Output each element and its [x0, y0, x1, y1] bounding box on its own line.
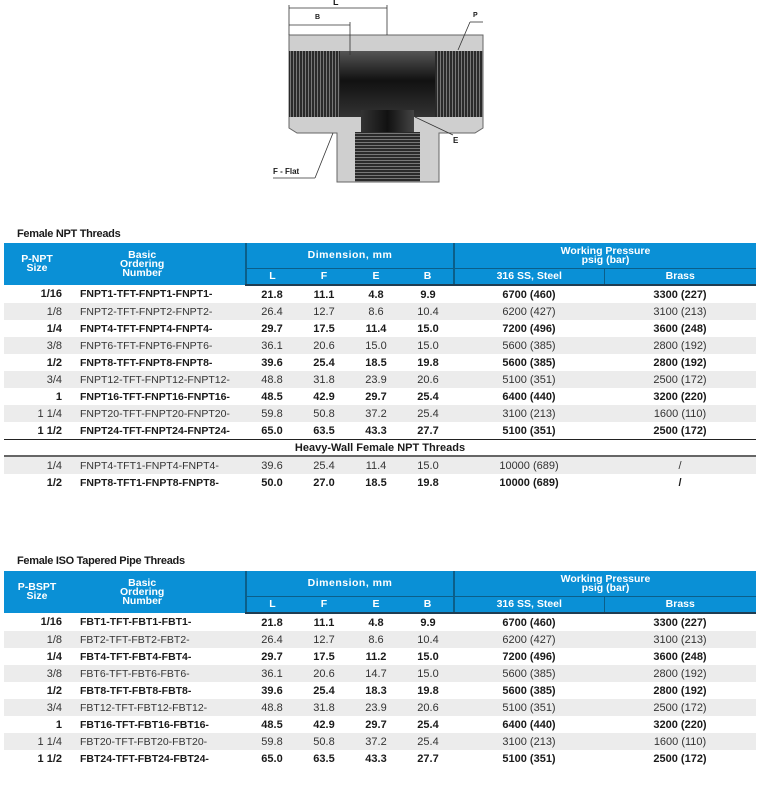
table-row: [4, 733, 756, 750]
pressure-brass-cell: /: [604, 456, 756, 474]
dim-f-cell: 20.6: [298, 337, 350, 354]
pressure-316ss-cell: 6700 (460): [502, 616, 556, 629]
size-cell: 3/8: [4, 665, 70, 682]
ordering-number-cell: FNPT4-TFT-FNPT4-FNPT4-: [80, 322, 213, 335]
tee-fitting-diagram: [265, 0, 495, 185]
pressure-brass-cell: 3100 (213): [604, 303, 756, 320]
dim-e-cell: 29.7: [365, 718, 387, 731]
npt-section-title: Female NPT Threads: [17, 228, 121, 240]
ordering-number-cell: FBT20-TFT-FBT20-FBT20-: [70, 733, 246, 750]
header-size-line1: P-NPT: [21, 253, 53, 265]
dim-l-cell: 50.0: [261, 476, 283, 489]
header-size: [4, 243, 70, 285]
size-cell: 1/2: [46, 356, 62, 369]
tee-cross-section-drawing: [265, 0, 495, 185]
dim-e-cell: 23.9: [350, 699, 402, 716]
dim-e-cell: 37.2: [350, 405, 402, 422]
dim-l-cell: 59.8: [246, 405, 298, 422]
dim-f-cell: 11.1: [313, 616, 335, 629]
header-size: [4, 571, 70, 613]
dim-b-cell: 19.8: [417, 356, 439, 369]
dimension-label-l: L: [333, 0, 339, 7]
dim-e-cell: 43.3: [365, 424, 387, 437]
header-size-line2: Size: [26, 262, 48, 274]
size-cell: 1/8: [4, 303, 70, 320]
dim-b-cell: 15.0: [402, 337, 454, 354]
dim-f-cell: 12.7: [298, 631, 350, 648]
pressure-brass-cell: 2500 (172): [653, 424, 707, 437]
header-pressure-line1: Working Pressure: [560, 572, 651, 585]
ordering-number-cell: FBT24-TFT-FBT24-FBT24-: [80, 752, 209, 765]
table-row: [4, 371, 756, 388]
dim-b-cell: 9.9: [420, 616, 436, 629]
dim-l-cell: 48.8: [246, 371, 298, 388]
dimension-label-p: P: [473, 12, 478, 19]
header-dimension: Dimension, mm: [246, 571, 454, 597]
dim-e-cell: 14.7: [350, 665, 402, 682]
pressure-brass-cell: 3200 (220): [653, 718, 707, 731]
dim-l-cell: 36.1: [246, 337, 298, 354]
ordering-number-cell: FBT16-TFT-FBT16-FBT16-: [80, 718, 209, 731]
dim-f-cell: 50.8: [298, 405, 350, 422]
dim-f-cell: 31.8: [298, 699, 350, 716]
size-cell: 1/8: [4, 631, 70, 648]
dim-l-cell: 26.4: [246, 631, 298, 648]
table-row: [4, 750, 756, 767]
table-row: [4, 682, 756, 699]
dim-f-cell: 42.9: [313, 390, 335, 403]
dim-l-cell: 48.5: [261, 718, 283, 731]
table-row: [4, 337, 756, 354]
dim-f-cell: 25.4: [298, 456, 350, 474]
pressure-brass-cell: /: [678, 476, 682, 489]
dim-b-cell: 15.0: [402, 456, 454, 474]
dim-f-cell: 20.6: [298, 665, 350, 682]
header-col-e: E: [350, 597, 402, 614]
dim-f-cell: 25.4: [313, 356, 335, 369]
header-pressure-line2: psig (bar): [581, 581, 630, 594]
dim-l-cell: 26.4: [246, 303, 298, 320]
dim-b-cell: 15.0: [417, 322, 439, 335]
header-working-pressure: [454, 243, 756, 269]
size-cell: 1/4: [46, 322, 62, 335]
pressure-brass-cell: 3300 (227): [653, 616, 707, 629]
dim-l-cell: 59.8: [246, 733, 298, 750]
header-col-316ss-steel: 316 SS, Steel: [454, 597, 604, 614]
header-col-l: L: [246, 269, 298, 286]
dim-b-cell: 20.6: [402, 699, 454, 716]
pressure-brass-cell: 2800 (192): [653, 684, 707, 697]
header-ordering-line1: Basic: [128, 248, 157, 261]
header-size-line2: Size: [26, 590, 48, 602]
ordering-number-cell: FNPT20-TFT-FNPT20-FNPT20-: [70, 405, 246, 422]
table-row: [4, 422, 756, 440]
dim-e-cell: 4.8: [368, 288, 384, 301]
table-row: [4, 285, 756, 303]
size-cell: 1 1/4: [4, 733, 70, 750]
ordering-number-cell: FNPT4-TFT1-FNPT4-FNPT4-: [70, 456, 246, 474]
npt-table-body: [4, 285, 756, 491]
dim-b-cell: 25.4: [402, 405, 454, 422]
ordering-number-cell: FBT6-TFT-FBT6-FBT6-: [70, 665, 246, 682]
pressure-316ss-cell: 10000 (689): [499, 476, 559, 489]
ordering-number-cell: FNPT1-TFT-FNPT1-FNPT1-: [80, 288, 213, 300]
table-row: [4, 631, 756, 648]
pressure-brass-cell: 3100 (213): [604, 631, 756, 648]
dim-b-cell: 15.0: [417, 650, 439, 663]
table-row: [4, 699, 756, 716]
size-cell: 1/16: [40, 288, 62, 300]
pressure-316ss-cell: 5600 (385): [454, 665, 604, 682]
pressure-316ss-cell: 6400 (440): [502, 390, 556, 403]
dimension-label-f-flat: F - Flat: [273, 167, 300, 176]
heavy-wall-section-title: Heavy-Wall Female NPT Threads: [4, 440, 756, 457]
dim-l-cell: 29.7: [261, 650, 283, 663]
size-cell: 1/4: [46, 650, 62, 663]
dimension-label-e: E: [453, 136, 459, 145]
iso-table-body: [4, 613, 756, 767]
size-cell: 1/4: [4, 456, 70, 474]
table-row: [4, 716, 756, 733]
dim-f-cell: 12.7: [298, 303, 350, 320]
pressure-brass-cell: 3200 (220): [653, 390, 707, 403]
dim-e-cell: 18.3: [365, 684, 387, 697]
dim-l-cell: 36.1: [246, 665, 298, 682]
dim-l-cell: 65.0: [261, 424, 283, 437]
dim-e-cell: 11.2: [365, 650, 387, 663]
dim-b-cell: 10.4: [402, 631, 454, 648]
npt-spec-table: [4, 243, 756, 491]
dim-b-cell: 25.4: [417, 718, 439, 731]
header-working-pressure: [454, 571, 756, 597]
dim-l-cell: 39.6: [246, 456, 298, 474]
size-cell: 3/8: [4, 337, 70, 354]
size-cell: 3/4: [4, 699, 70, 716]
dim-b-cell: 9.9: [420, 288, 436, 301]
header-ordering-line3: Number: [122, 266, 163, 279]
ordering-number-cell: FNPT2-TFT-FNPT2-FNPT2-: [70, 303, 246, 320]
pressure-brass-cell: 3600 (248): [653, 322, 707, 335]
dim-f-cell: 63.5: [313, 752, 335, 765]
heavy-wall-section-row: [4, 440, 756, 457]
pressure-316ss-cell: 10000 (689): [454, 456, 604, 474]
dim-e-cell: 15.0: [350, 337, 402, 354]
table-row: [4, 648, 756, 665]
pressure-316ss-cell: 7200 (496): [502, 322, 556, 335]
header-col-l: L: [246, 597, 298, 614]
pressure-316ss-cell: 6400 (440): [502, 718, 556, 731]
dim-e-cell: 8.6: [350, 303, 402, 320]
dim-f-cell: 25.4: [313, 684, 335, 697]
dim-b-cell: 27.7: [417, 424, 439, 437]
dim-l-cell: 48.8: [246, 699, 298, 716]
pressure-316ss-cell: 3100 (213): [454, 733, 604, 750]
pressure-316ss-cell: 5100 (351): [502, 424, 556, 437]
size-cell: 3/4: [4, 371, 70, 388]
dim-e-cell: 43.3: [365, 752, 387, 765]
pressure-316ss-cell: 7200 (496): [502, 650, 556, 663]
table-row: [4, 303, 756, 320]
dim-b-cell: 27.7: [417, 752, 439, 765]
dim-l-cell: 29.7: [261, 322, 283, 335]
pressure-brass-cell: 1600 (110): [604, 733, 756, 750]
table-row: [4, 405, 756, 422]
dim-e-cell: 18.5: [365, 356, 387, 369]
dim-l-cell: 65.0: [261, 752, 283, 765]
ordering-number-cell: FNPT8-TFT1-FNPT8-FNPT8-: [80, 476, 219, 489]
header-col-f: F: [298, 269, 350, 286]
dim-l-cell: 39.6: [261, 684, 283, 697]
pressure-316ss-cell: 6200 (427): [454, 631, 604, 648]
pressure-316ss-cell: 6700 (460): [502, 288, 556, 301]
header-col-e: E: [350, 269, 402, 286]
dim-f-cell: 31.8: [298, 371, 350, 388]
dim-e-cell: 4.8: [368, 616, 384, 629]
dim-b-cell: 25.4: [402, 733, 454, 750]
pressure-brass-cell: 2800 (192): [604, 337, 756, 354]
pressure-316ss-cell: 5100 (351): [454, 699, 604, 716]
dim-f-cell: 42.9: [313, 718, 335, 731]
pressure-316ss-cell: 5100 (351): [502, 752, 556, 765]
table-row: [4, 456, 756, 474]
iso-spec-table: [4, 571, 756, 767]
dim-e-cell: 37.2: [350, 733, 402, 750]
ordering-number-cell: FBT4-TFT-FBT4-FBT4-: [80, 650, 192, 663]
ordering-number-cell: FNPT12-TFT-FNPT12-FNPT12-: [70, 371, 246, 388]
size-cell: 1/16: [40, 616, 62, 628]
dim-b-cell: 10.4: [402, 303, 454, 320]
dim-l-cell: 48.5: [261, 390, 283, 403]
table-row: [4, 388, 756, 405]
ordering-number-cell: FBT2-TFT-FBT2-FBT2-: [70, 631, 246, 648]
header-col-brass: Brass: [604, 597, 756, 614]
iso-section-title: Female ISO Tapered Pipe Threads: [17, 555, 185, 567]
header-col-b: B: [402, 269, 454, 286]
dim-e-cell: 8.6: [350, 631, 402, 648]
dim-f-cell: 17.5: [313, 650, 335, 663]
ordering-number-cell: FNPT24-TFT-FNPT24-FNPT24-: [80, 424, 230, 437]
dim-f-cell: 50.8: [298, 733, 350, 750]
pressure-316ss-cell: 5600 (385): [502, 684, 556, 697]
size-cell: 1 1/2: [37, 752, 62, 765]
size-cell: 1/2: [46, 476, 62, 489]
pressure-brass-cell: 3600 (248): [653, 650, 707, 663]
ordering-number-cell: FNPT6-TFT-FNPT6-FNPT6-: [70, 337, 246, 354]
header-ordering-line2: Ordering: [120, 257, 165, 270]
header-col-b: B: [402, 597, 454, 614]
pressure-brass-cell: 2800 (192): [604, 665, 756, 682]
size-cell: 1 1/4: [4, 405, 70, 422]
dim-f-cell: 11.1: [313, 288, 335, 301]
size-cell: 1: [55, 390, 62, 403]
dim-l-cell: 39.6: [261, 356, 283, 369]
header-ordering-number: [70, 571, 246, 613]
header-col-brass: Brass: [604, 269, 756, 286]
pressure-316ss-cell: 5100 (351): [454, 371, 604, 388]
header-ordering-line2: Ordering: [120, 585, 165, 598]
header-ordering-line1: Basic: [128, 576, 157, 589]
size-cell: 1/2: [46, 684, 62, 697]
pressure-brass-cell: 1600 (110): [604, 405, 756, 422]
header-dimension: Dimension, mm: [246, 243, 454, 269]
dim-f-cell: 63.5: [313, 424, 335, 437]
dim-e-cell: 29.7: [365, 390, 387, 403]
table-row: [4, 320, 756, 337]
header-size-line1: P-BSPT: [17, 581, 57, 593]
size-cell: 1 1/2: [37, 424, 62, 437]
dimension-label-b: B: [315, 14, 321, 21]
pressure-brass-cell: 2500 (172): [604, 699, 756, 716]
dim-f-cell: 17.5: [313, 322, 335, 335]
ordering-number-cell: FBT1-TFT-FBT1-FBT1-: [80, 616, 192, 628]
ordering-number-cell: FBT8-TFT-FBT8-FBT8-: [80, 684, 192, 697]
pressure-316ss-cell: 5600 (385): [502, 356, 556, 369]
pressure-brass-cell: 2800 (192): [653, 356, 707, 369]
size-cell: 1: [55, 718, 62, 731]
dim-e-cell: 23.9: [350, 371, 402, 388]
dim-b-cell: 15.0: [402, 665, 454, 682]
pressure-316ss-cell: 6200 (427): [454, 303, 604, 320]
header-col-316ss-steel: 316 SS, Steel: [454, 269, 604, 286]
pressure-brass-cell: 2500 (172): [653, 752, 707, 765]
header-pressure-line2: psig (bar): [581, 253, 630, 266]
ordering-number-cell: FBT12-TFT-FBT12-FBT12-: [70, 699, 246, 716]
dim-b-cell: 25.4: [417, 390, 439, 403]
dim-e-cell: 11.4: [365, 322, 387, 335]
dim-e-cell: 11.4: [350, 456, 402, 474]
ordering-number-cell: FNPT16-TFT-FNPT16-FNPT16-: [80, 390, 230, 403]
dim-l-cell: 21.8: [261, 288, 283, 301]
table-row: [4, 354, 756, 371]
table-row: [4, 474, 756, 491]
dim-b-cell: 19.8: [417, 476, 439, 489]
pressure-316ss-cell: 5600 (385): [454, 337, 604, 354]
header-ordering-number: [70, 243, 246, 285]
pressure-brass-cell: 3300 (227): [653, 288, 707, 301]
table-row: [4, 665, 756, 682]
dim-l-cell: 21.8: [261, 616, 283, 629]
header-pressure-line1: Working Pressure: [560, 244, 651, 257]
dim-b-cell: 20.6: [402, 371, 454, 388]
pressure-316ss-cell: 3100 (213): [454, 405, 604, 422]
dim-f-cell: 27.0: [313, 476, 335, 489]
pressure-brass-cell: 2500 (172): [604, 371, 756, 388]
header-col-f: F: [298, 597, 350, 614]
dim-b-cell: 19.8: [417, 684, 439, 697]
dim-e-cell: 18.5: [365, 476, 387, 489]
ordering-number-cell: FNPT8-TFT-FNPT8-FNPT8-: [80, 356, 213, 369]
table-row: [4, 613, 756, 631]
header-ordering-line3: Number: [122, 594, 163, 607]
